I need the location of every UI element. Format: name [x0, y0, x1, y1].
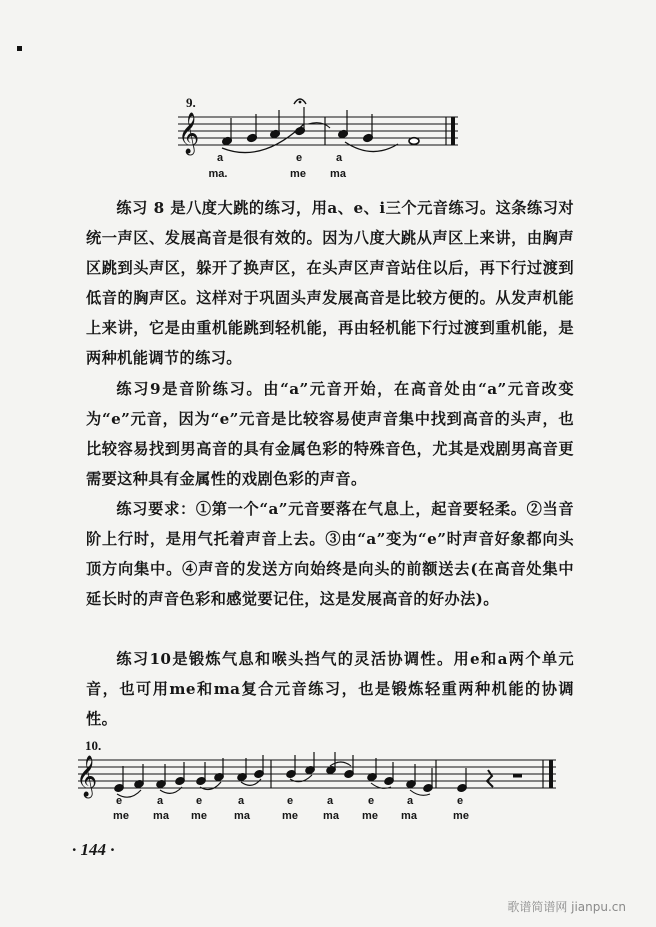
exercise-10-number: 10. [85, 738, 102, 753]
page-number: · 144 · [72, 840, 115, 859]
lyric-syllable: me [282, 810, 298, 822]
lyric-syllable: ma [330, 168, 346, 180]
lyric-vowel: a [216, 152, 224, 164]
site-watermark: 歌谱简谱网 jianpu.cn [507, 900, 626, 914]
lyric-vowel: a [156, 795, 164, 807]
lyric-vowel: a [406, 795, 414, 807]
paragraph-exercise-9: 练习9是音阶练习。由“a”元音开始，在高音处由“a”元音改变为“e”元音，因为“e”元音是比较容易使声音集中找到高音的头声，也比较容易找到男高音的具有金属色彩的特殊音色，尤其是戏剧男高音更需要这种具有金属性的戏剧色彩的声音。 [86, 380, 574, 488]
paragraph-exercise-8: 练习 8 是八度大跳的练习，用a、e、i三个元音练习。这条练习对统一声区、发展高音是很有效的。因为八度大跳从声区上来讲，由胸声区跳到头声区，躲开了换声区，在头声区声音站住以后，再下行过渡到低音的胸声区。这样对于巩固头声发展高音是比较方便的。从发声机能上来讲，它是由重机能跳到轻机能，再由轻机能下行过渡到重机能，是两种机能调节的练习。 [86, 199, 574, 367]
lyric-syllable: me [290, 168, 306, 180]
exercise-9-number: 9. [186, 95, 196, 110]
lyric-vowel: a [326, 795, 334, 807]
lyric-vowel: e [367, 795, 375, 807]
lyric-syllable: ma [323, 810, 339, 822]
treble-clef: 𝄞 [178, 113, 200, 154]
lyric-vowel: e [286, 795, 294, 807]
lyric-syllable: me [113, 810, 129, 822]
lyric-vowel: a [237, 795, 245, 807]
lyric-vowel: a [335, 152, 343, 164]
lyric-syllable: ma [401, 810, 417, 822]
lyric-syllable: me [362, 810, 378, 822]
lyric-syllable: ma. [208, 168, 228, 180]
paragraph-requirements: 练习要求：①第一个“a”元音要落在气息上，起音要轻柔。②当音阶上行时，是用气托着声音上去。③由“a”变为“e”时声音好象都向头顶方向集中。④声音的发送方向始终是向头的前额送去(在高音处集中延长时的声音色彩和感觉要记住，这是发展高音的好办法)。 [86, 500, 574, 608]
lyric-vowel: e [295, 152, 303, 164]
lyric-syllable: ma [234, 810, 250, 822]
lyric-vowel: e [115, 795, 123, 807]
lyric-vowel: e [456, 795, 464, 807]
treble-clef: 𝄞 [76, 756, 98, 797]
lyric-syllable: ma [153, 810, 169, 822]
lyric-vowel: e [195, 795, 203, 807]
lyric-syllable: me [191, 810, 207, 822]
lyric-syllable: me [453, 810, 469, 822]
paragraph-exercise-10: 练习10是锻炼气息和喉头挡气的灵活协调性。用e和a两个单元音，也可用me和ma复合元音练习，也是锻炼轻重两种机能的协调性。 [86, 650, 574, 728]
